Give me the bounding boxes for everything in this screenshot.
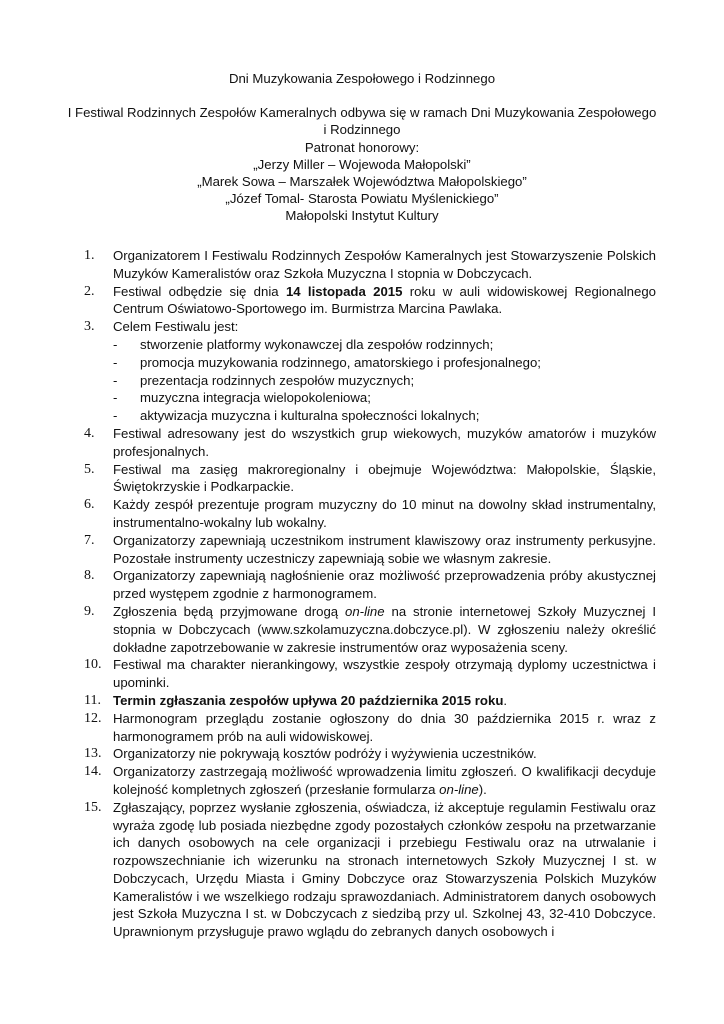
item-number: 1. [84,248,95,263]
item-number: 2. [84,283,95,299]
online-term: on-line [345,603,385,619]
online-term: on-line [439,781,479,797]
item-text: na stronie internetowej Szkoły Muzycznej I stopnia w Dobczycach (www.szkolamuzyczna.dobczyce.pl). W zgłoszeniu należy określić dokładne zapotrzebowanie w zakresie instrumentów oraz wyposażenia sceny. [113,603,656,655]
document-title: Dni Muzykowania Zespołowego i Rodzinnego [228,71,496,86]
item-number: 4. [84,425,95,441]
goal-text: muzyczna integracja wielopokoleniowa; [140,390,371,406]
bullet-dash: - [113,372,118,388]
patron-line: „Jerzy Miller – Wojewoda Małopolski” [253,156,471,172]
list-item [84,318,656,425]
item-number: 9. [84,603,95,619]
goal-item [113,372,656,390]
festival-date: 14 listopada 2015 [285,283,403,299]
item-text: Festiwal ma charakter nierankingowy, wszystkie zespoły otrzymają dyplomy uczestnictwa i upominki. [113,657,656,691]
list-item [84,532,656,568]
item-text: Organizatorzy zastrzegają możliwość wprowadzenia limitu zgłoszeń. O kwalifikacji decyduje kolejność kompletnych zgłoszeń (przesłanie formularza [113,764,656,797]
list-item [84,656,656,692]
goal-text: aktywizacja muzyczna i kulturalna społeczności lokalnych; [140,408,480,424]
item-text: Organizatorem I Festiwalu Rodzinnych Zespołów Kameralnych jest Stowarzyszenie Polskich Muzyków Kameralistów oraz Szkoła Muzyczna I stopnia w Dobczycach. [113,248,656,281]
item-text: . [503,692,508,708]
bullet-dash: - [113,354,118,370]
list-item [84,763,656,799]
list-item [84,283,656,319]
intro-line: I Festiwal Rodzinnych Zespołów Kameralnych odbywa się w ramach Dni Muzykowania Zespołowego [67,105,657,121]
item-number: 6. [84,497,95,513]
patron-line: Małopolski Instytut Kultury [285,208,439,224]
list-item [84,247,656,283]
item-text: Zgłaszający, poprzez wysłanie zgłoszenia, oświadcza, iż akceptuje regulamin Festiwalu oraz wyraża zgodę lub posiada niezbędne zgody pozostałych członków zespołu na przetwarzanie ich danych osobowych na cele organizacji i przebiegu Festiwalu oraz na utrwalanie i rozpowszechnianie ich wizerunku na stronach internetowych Szkoły Muzycznej I st. w Dobczycach, Urzędu Miasta i Gminy Dobczyce oraz Stowarzyszenia Polskich Muzyków Kameralistów i we wszelkiego rodzaju sprawozdaniach. Administratorem danych osobowych jest Szkoła Muzyczna I st. w Dobczycach z siedzibą przy ul. Szkolnej 43, 32-410 Dobczyce. Uprawnionym przysługuje prawo wglądu do zebranych danych osobowych i [113,799,656,940]
list-item [84,799,656,941]
item-number: 11. [84,692,101,708]
intro-line: i Rodzinnego [323,122,401,138]
goal-item [113,407,656,425]
deadline-text: Termin zgłaszania zespołów upływa 20 października 2015 roku [113,692,504,708]
bullet-dash: - [113,390,118,406]
goal-text: prezentacja rodzinnych zespołów muzycznych; [140,372,415,388]
item-number: 15. [84,799,102,815]
item-text: Festiwal odbędzie się dnia [113,283,286,299]
item-text: Organizatorzy zapewniają nagłośnienie oraz możliwość przeprowadzenia próby akustycznej przed występem zgodnie z harmonogramem. [113,568,656,602]
item-text: Organizatorzy zapewniają uczestnikom instrument klawiszowy oraz instrumenty perkusyjne. Pozostałe instrumenty uczestniczy zapewniają sobie we własnym zakresie. [113,532,656,566]
item-number: 10. [84,657,102,673]
list-item [84,692,656,710]
goal-item [113,354,656,372]
item-text: roku w auli widowiskowej Regionalnego Centrum Oświatowo-Sportowego im. Burmistrza Marcina Pawlaka. [113,283,656,317]
item-number: 13. [84,746,102,762]
goal-text: promocja muzykowania rodzinnego, amatorskiego i profesjonalnego; [140,354,541,370]
list-item [84,425,656,461]
item-text: Harmonogram przeglądu zostanie ogłoszony do dnia 30 października 2015 r. wraz z harmonogramem prób na auli widowiskowej. [113,710,656,744]
goal-text: stworzenie platformy wykonawczej dla zespołów rodzinnych; [140,336,494,352]
item-number: 12. [84,710,102,726]
item-text: Zgłoszenia będą przyjmowane drogą [113,603,346,619]
patron-line: „Józef Tomal- Starosta Powiatu Myślenickiego” [225,191,499,207]
bullet-dash: - [113,408,118,424]
item-text: Organizatorzy nie pokrywają kosztów podróży i wyżywienia uczestników. [113,746,537,762]
item-text: Celem Festiwalu jest: [113,319,239,335]
item-text: ). [478,781,487,797]
list-item [84,710,656,746]
patron-line: „Marek Sowa – Marszałek Województwa Małopolskiego” [197,174,527,190]
goal-item [113,389,656,407]
document-header [60,70,664,225]
list-item [84,603,656,656]
list-item [84,496,656,532]
rules-list [84,247,656,941]
list-item [84,461,656,497]
item-text: Festiwal adresowany jest do wszystkich grup wiekowych, muzyków amatorów i muzyków profesjonalnych. [113,425,656,459]
bullet-dash: - [113,336,118,352]
item-number: 3. [84,319,95,335]
item-number: 7. [84,532,95,548]
item-number: 8. [84,568,95,584]
item-text: Każdy zespół prezentuje program muzyczny do 10 minut na dowolny skład instrumentalny, instrumentalno-wokalny lub wokalny. [113,497,656,530]
patronage-label: Patronat honorowy: [304,139,420,155]
item-number: 5. [84,461,95,477]
goal-item [113,336,656,354]
item-number: 14. [84,764,102,780]
goals-list [113,336,656,425]
list-item [84,745,656,763]
list-item [84,567,656,603]
item-text: Festiwal ma zasięg makroregionalny i obejmuje Województwa: Małopolskie, Śląskie, Świętokrzyskie i Podkarpackie. [113,461,656,495]
